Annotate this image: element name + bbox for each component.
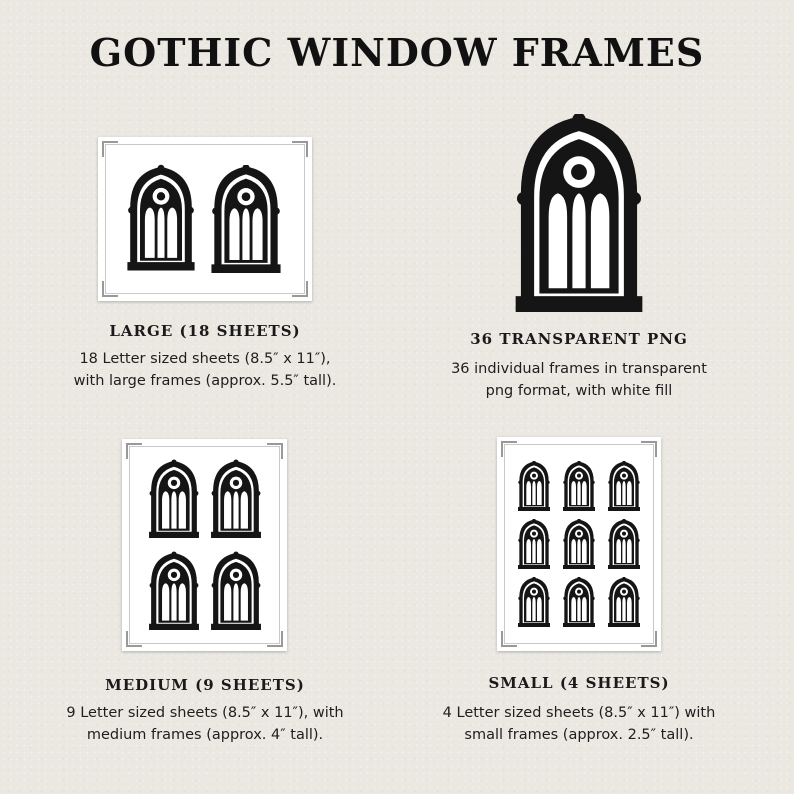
gothic-window-icon (607, 577, 641, 627)
gothic-window-icon (126, 164, 196, 272)
transparent-png-frame (509, 114, 649, 312)
gothic-window-icon (517, 577, 551, 627)
gothic-window-icon (562, 577, 596, 627)
gothic-window-icon (210, 165, 282, 273)
gothic-window-icon (148, 459, 200, 539)
large-sheet-preview (98, 137, 312, 301)
page-title: GOTHIC WINDOW FRAMES (89, 30, 705, 75)
medium-description: 9 Letter sized sheets (8.5″ x 11″), with medium frames (approx. 4″ tall). (66, 705, 344, 743)
gothic-window-icon (562, 519, 596, 569)
gothic-window-icon (517, 519, 551, 569)
medium-heading: MEDIUM (9 SHEETS) (105, 676, 305, 694)
small-sheet-preview (497, 437, 661, 651)
gothic-window-icon (562, 461, 596, 511)
gothic-window-icon (210, 459, 262, 539)
gothic-window-icon (607, 519, 641, 569)
large-heading: LARGE (18 SHEETS) (109, 322, 301, 340)
small-description: 4 Letter sized sheets (8.5″ x 11″) with small frames (approx. 2.5″ tall). (442, 705, 716, 743)
small-heading: SMALL (4 SHEETS) (488, 674, 670, 692)
png-description: 36 individual frames in transparent png format, with white fill (451, 361, 707, 399)
gothic-window-icon (148, 551, 200, 631)
medium-sheet-preview (122, 439, 287, 651)
gothic-window-icon (607, 461, 641, 511)
large-description: 18 Letter sized sheets (8.5″ x 11″), with large frames (approx. 5.5″ tall). (73, 351, 337, 389)
png-heading: 36 TRANSPARENT PNG (470, 330, 688, 348)
gothic-window-icon (517, 461, 551, 511)
gothic-window-icon (210, 551, 262, 631)
